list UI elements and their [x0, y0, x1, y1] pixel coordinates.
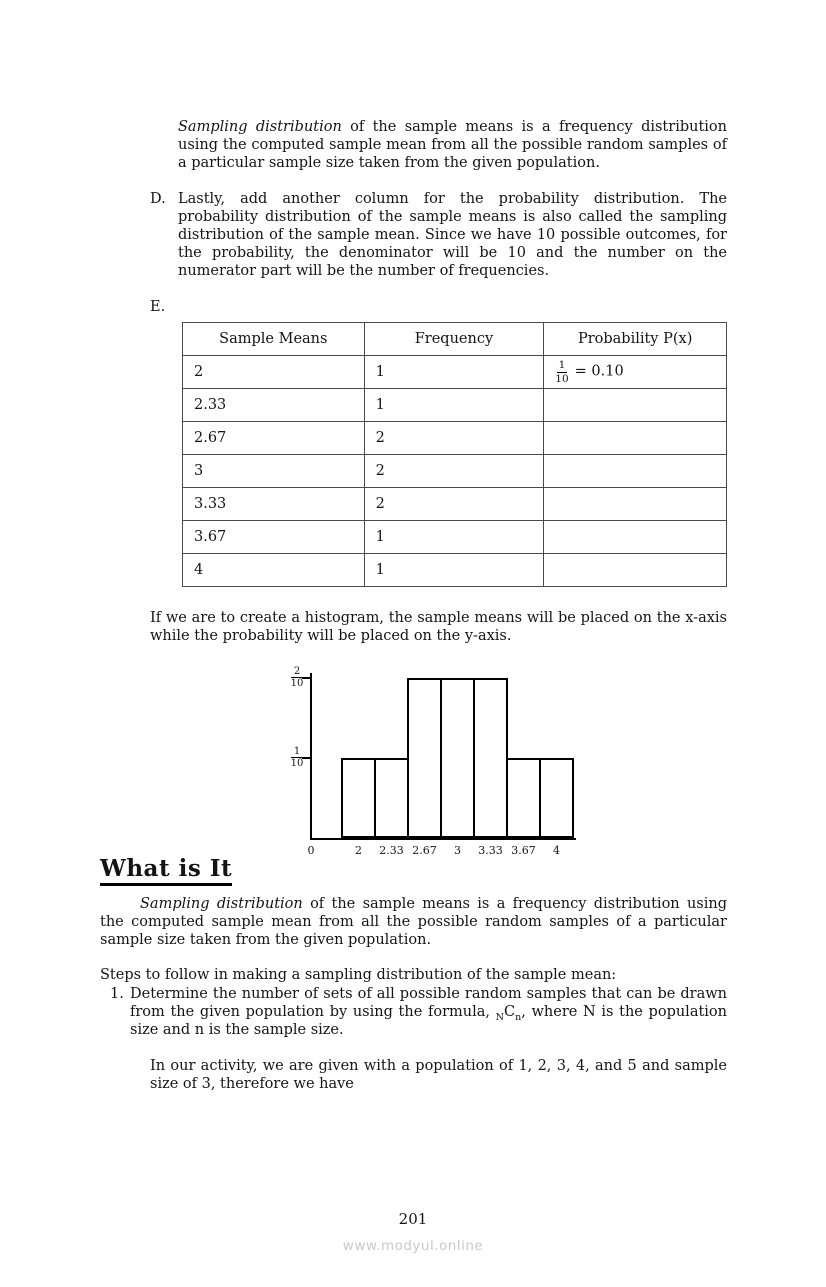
y-tick-label: 1 10: [290, 746, 304, 769]
probability-cell: [544, 422, 727, 455]
histogram-bar-2.67: [407, 678, 442, 838]
x-tick-label: 0: [307, 844, 315, 857]
mean-cell: 3.33: [183, 488, 365, 521]
histogram-bar-3.67: [506, 758, 541, 838]
item-d-text: Lastly, add another column for the probability distribution. The probability distribution of the sample means is also called the sampling distribution of the sample mean. Since we have 10 possible outcomes, for the probability, the denominator will be 10 and the number on the numerator part will be the number of frequencies.: [178, 191, 727, 279]
histogram-bar-4: [539, 758, 574, 838]
step-1-text-after: , where N is the population size and n is the sample size.: [130, 1004, 728, 1038]
table-row: [183, 356, 727, 389]
formula-letter: C: [503, 1004, 516, 1020]
table-header-row: [183, 323, 727, 356]
x-tick-label: 4: [553, 844, 560, 857]
step-1-number: 1.: [110, 986, 124, 1002]
histogram-bar-3: [440, 678, 475, 838]
frequency-cell: 2: [364, 488, 544, 521]
table-row: [183, 488, 727, 521]
frequency-cell: 2: [364, 422, 544, 455]
mean-cell: 4: [183, 554, 365, 587]
histogram-bar-2.33: [374, 758, 409, 838]
histogram: [290, 666, 620, 865]
frequency-cell: 1: [364, 389, 544, 422]
col-header-probability: Probability P(x): [544, 323, 727, 356]
col-header-frequency: Frequency: [364, 323, 544, 356]
x-tick-label: 2.67: [412, 844, 437, 857]
probability-cell: [544, 356, 727, 389]
step-1-text: [130, 985, 727, 1039]
probability-value: = 0.10: [574, 364, 624, 380]
probability-cell: [544, 389, 727, 422]
intro-rest: of the sample means is a frequency distribution using the computed sample mean from all the possible random samples of a particular sample size taken from the given population.: [178, 119, 727, 171]
col-header-sample-means: Sample Means: [183, 323, 365, 356]
probability-cell: [544, 455, 727, 488]
x-tick-label: 2: [355, 844, 362, 857]
probability-cell: [544, 554, 727, 587]
frequency-cell: 2: [364, 455, 544, 488]
table-row: [183, 422, 727, 455]
histogram-bar-2: [341, 758, 376, 838]
frequency-cell: 1: [364, 521, 544, 554]
frequency-cell: 1: [364, 554, 544, 587]
table-row: [183, 521, 727, 554]
mean-cell: 2.67: [183, 422, 365, 455]
histogram-plot: [290, 666, 620, 865]
mean-cell: 2.33: [183, 389, 365, 422]
module-page: [0, 118, 826, 1287]
watermark: www.modyul.online: [342, 1238, 484, 1254]
what-italic-lead: Sampling distribution: [140, 896, 303, 912]
table-row: [183, 389, 727, 422]
what-is-it-paragraph: [100, 895, 727, 949]
table-row: [183, 554, 727, 587]
table-row: [183, 455, 727, 488]
mean-cell: 3: [183, 455, 365, 488]
formula-post-subscript: n: [515, 1011, 522, 1023]
activity-note: In our activity, we are given with a population of 1, 2, 3, 4, and 5 and sample size of 3, therefore we have: [150, 1058, 727, 1092]
histogram-note: If we are to create a histogram, the sample means will be placed on the x-axis while the probability will be placed on the y-axis.: [150, 610, 727, 644]
x-tick-label: 2.33: [379, 844, 404, 857]
x-tick-label: 3: [454, 844, 461, 857]
formula-pre-subscript: N: [495, 1011, 504, 1023]
y-tick-label: 2 10: [290, 666, 304, 689]
histogram-bar-3.33: [473, 678, 508, 838]
frequency-cell: 1: [364, 356, 544, 389]
x-tick-label: 3.33: [478, 844, 503, 857]
page-number: 201: [398, 1210, 428, 1228]
probability-cell: [544, 488, 727, 521]
list-item-d: [150, 190, 727, 280]
intro-paragraph: [178, 118, 727, 172]
item-d-label: D.: [150, 191, 166, 207]
mean-cell: 3.67: [183, 521, 365, 554]
histogram-x-axis: [310, 838, 576, 840]
section-heading-text: What is It: [100, 855, 232, 886]
intro-italic-lead: Sampling distribution: [178, 119, 342, 135]
item-e-label: E.: [150, 299, 166, 315]
step-1: [110, 985, 727, 1039]
what-rest: of the sample means is a frequency distribution using the computed sample mean from all the possible random samples of a particular sample size taken from the given population.: [100, 896, 727, 948]
mean-cell: 2: [183, 356, 365, 389]
probability-fraction: $\frac{1}{10}$: [555, 359, 569, 385]
step-1-text-before: Determine the number of sets of all possible random samples that can be drawn from the given population by using the formula,: [130, 986, 727, 1020]
sampling-distribution-table: [182, 322, 727, 587]
x-tick-label: 3.67: [511, 844, 536, 857]
probability-cell: [544, 521, 727, 554]
steps-intro: Steps to follow in making a sampling distribution of the sample mean:: [100, 967, 617, 983]
